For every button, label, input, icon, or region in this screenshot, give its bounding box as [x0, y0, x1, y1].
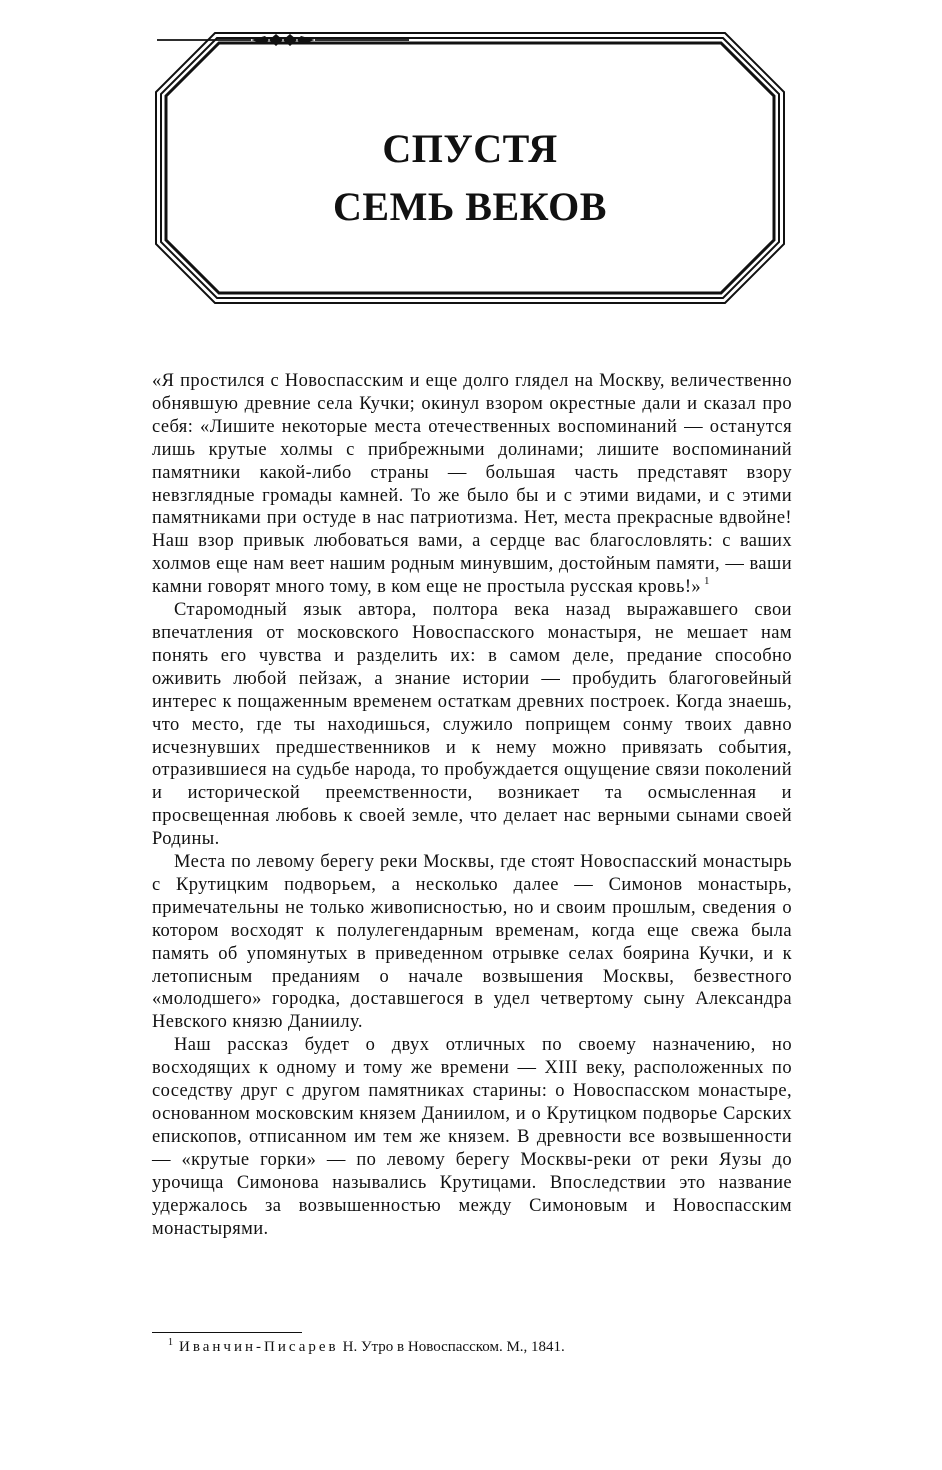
title-frame — [155, 32, 785, 304]
chapter-title-line-2: СЕМЬ ВЕКОВ — [333, 184, 607, 229]
chapter-title-line-1: СПУСТЯ — [382, 126, 558, 171]
paragraph-text: «Я простился с Новоспасским и еще долго глядел на Москву, величественно обнявшую древние села Кучки; окинул взором окрестные дали и сказал про себя: «Лишите некоторые места отечественных воспоминаний — останутся лишь крутые холмы с прибрежными долинами; лишите воспоминаний памятники какой-либо страны — большая часть представят взору невзглядные громады камней. То же было бы и с этими видами, и с этими памятниками при остуде в нас патриотизма. Нет, места прекрасные вдвойне! Наш взор привык любоваться вами, а сердце вас благословлять: с ваших холмов еще нам веет нашим родным минувшим, достойным памяти, — ваши камни говорят много тому, в ком еще не простыла русская кровь!» — [152, 371, 792, 598]
quote-paragraph — [152, 370, 792, 599]
footnote-reference: 1 — [704, 575, 710, 588]
paragraph: Наш рассказ будет о двух отличных по своему назначению, но восходящих к одному и тому же времени — XIII веку, расположенных по соседству друг с другом памятниках старины: о Новоспасском монастыре, основанном московским князем Даниилом, и о Крутицком подворье Сарских епископов, отписанном им тем же князем. В древности все возвышенности — «крутые горки» — по левому берегу Москвы-реки от реки Яузы до урочища Симонова назывались Крутицами. Впоследствии это название удержалось за возвышенностью между Симоновым и Новоспасским монастырями. — [152, 1035, 792, 1239]
footnote-number: 1 — [168, 1337, 173, 1348]
paragraph: Места по левому берегу реки Москвы, где стоят Новоспасский монастырь с Крутицким подворьем, а несколько далее — Симонов монастырь, примечательны не только живописностью, но и своим прошлым, сведения о котором восходят к полулегендарным временам, когда еще свежа была память об упомянутых в приведенном отрывке селах боярина Кучки, и к летописным преданиям о начале возвышения Москвы, безвестного «молодшего» городка, доставшегося в удел четвертому сыну Александра Невского князю Даниилу. — [152, 852, 792, 1033]
footnote-author: Иванчин-Писарев — [179, 1339, 339, 1355]
footnote-divider — [152, 1332, 302, 1333]
chapter-title — [155, 120, 785, 236]
paragraph: Старомодный язык автора, полтора века назад выражавшего свои впечатления от московского Новоспасского монастыря, не мешает нам понять его чувства и разделить их: в самом деле, предание способно оживить любой пейзаж, а знание истории — пробудить благоговейный интерес к пощаженным временем остаткам древних построек. Когда знаешь, что место, где ты находишься, служило поприщем сонму твоих давно исчезнувших предшественников и к нему можно привязать события, отразившиеся на судьбе народа, то пробуждается ощущение связи поколений и исторической преемственности, возникает та осмысленная и просвещенная любовь к своей земле, что делает нас верными сынами своей Родины. — [152, 600, 792, 850]
body-text — [152, 370, 792, 1240]
footnote-text: Н. Утро в Новоспасском. М., 1841. — [342, 1339, 565, 1355]
title-ornament-divider — [155, 32, 411, 48]
footnote — [168, 1337, 788, 1357]
